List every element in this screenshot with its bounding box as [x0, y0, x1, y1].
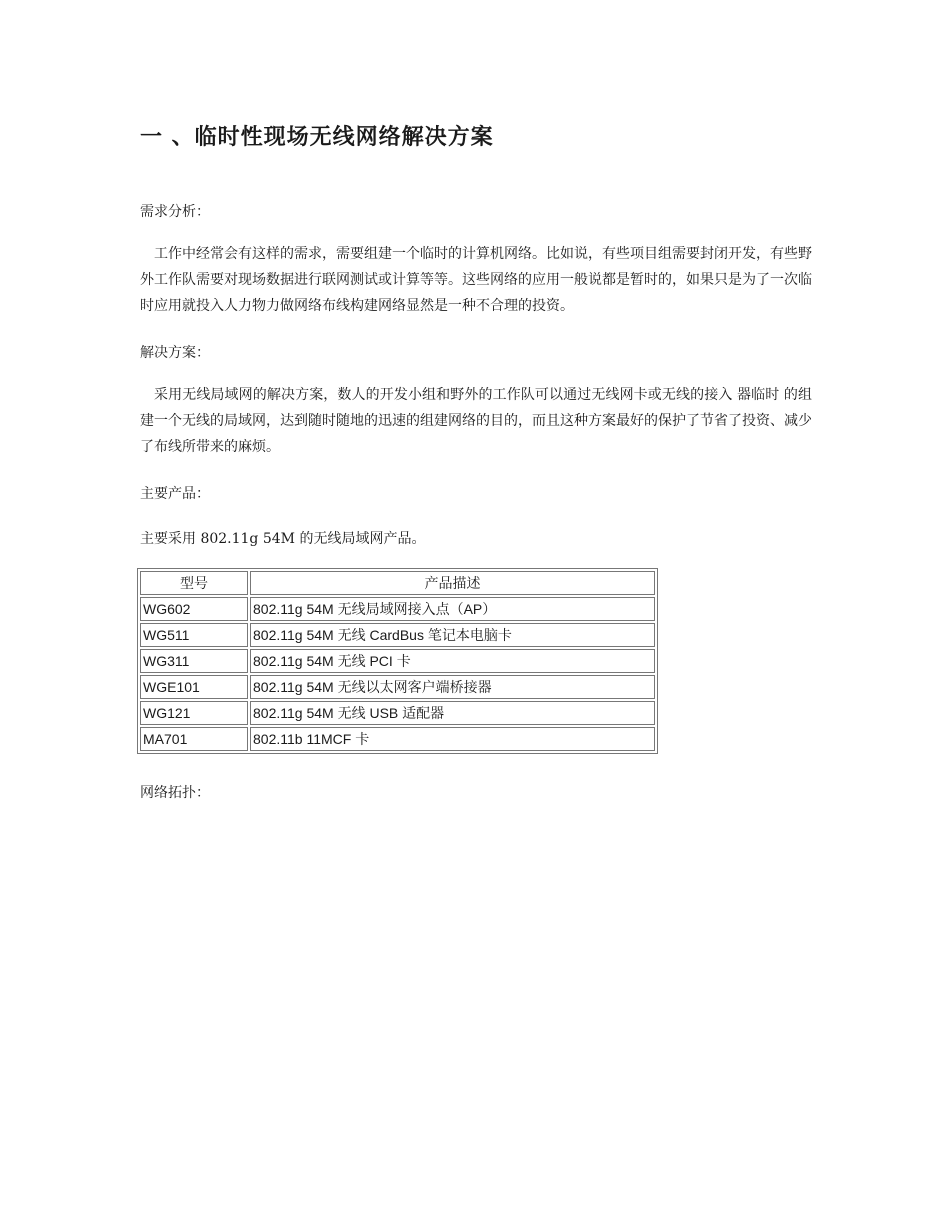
topology-heading: 网络拓扑：: [140, 785, 210, 801]
solution-heading: 解决方案：: [140, 345, 210, 361]
requirement-paragraph: 工作中经常会有这样的需求，需要组建一个临时的计算机网络。比如说，有些项目组需要封闭开发，有些野外工作队需要对现场数据进行联网测试或计算等等。这些网络的应用一般说都是暂时的，如果只是为了一次临时应用就投入人力物力做网络布线构建网络显然是一种不合理的投资。: [140, 246, 812, 314]
header-description: 产品描述: [250, 571, 655, 595]
description-cell: 802.11g 54M 无线 PCI 卡: [250, 649, 655, 673]
solution-paragraph: 采用无线局域网的解决方案，数人的开发小组和野外的工作队可以通过无线网卡或无线的接入 器临时 的组建一个无线的局域网，达到随时随地的迅速的组建网络的目的，而且这种方案最好的保护了节省了投资、减少了布线所带来的麻烦。: [140, 387, 812, 455]
model-cell: WGE101: [140, 675, 248, 699]
description-cell: 802.11g 54M 无线 USB 适配器: [250, 701, 655, 725]
description-cell: 802.11g 54M 无线 CardBus 笔记本电脑卡: [250, 623, 655, 647]
model-cell: WG602: [140, 597, 248, 621]
requirement-heading: 需求分析：: [140, 204, 210, 220]
model-cell: WG121: [140, 701, 248, 725]
table-row: [140, 649, 655, 673]
description-cell: 802.11g 54M 无线以太网客户端桥接器: [250, 675, 655, 699]
header-model: 型号: [140, 571, 248, 595]
model-cell: MA701: [140, 727, 248, 751]
table-row: [140, 675, 655, 699]
description-cell: 802.11b 11MCF 卡: [250, 727, 655, 751]
table-header-row: [140, 571, 655, 595]
page-title: 一 、临时性现场无线网络解决方案: [140, 125, 494, 150]
model-cell: WG511: [140, 623, 248, 647]
product-table: [137, 568, 658, 754]
table-row: [140, 623, 655, 647]
products-heading: 主要产品：: [140, 486, 210, 502]
products-intro: 主要采用 802.11g 54M 的无线局域网产品。: [140, 531, 426, 547]
model-cell: WG311: [140, 649, 248, 673]
table-row: [140, 597, 655, 621]
description-cell: 802.11g 54M 无线局域网接入点（AP）: [250, 597, 655, 621]
table-row: [140, 701, 655, 725]
table-row: [140, 727, 655, 751]
